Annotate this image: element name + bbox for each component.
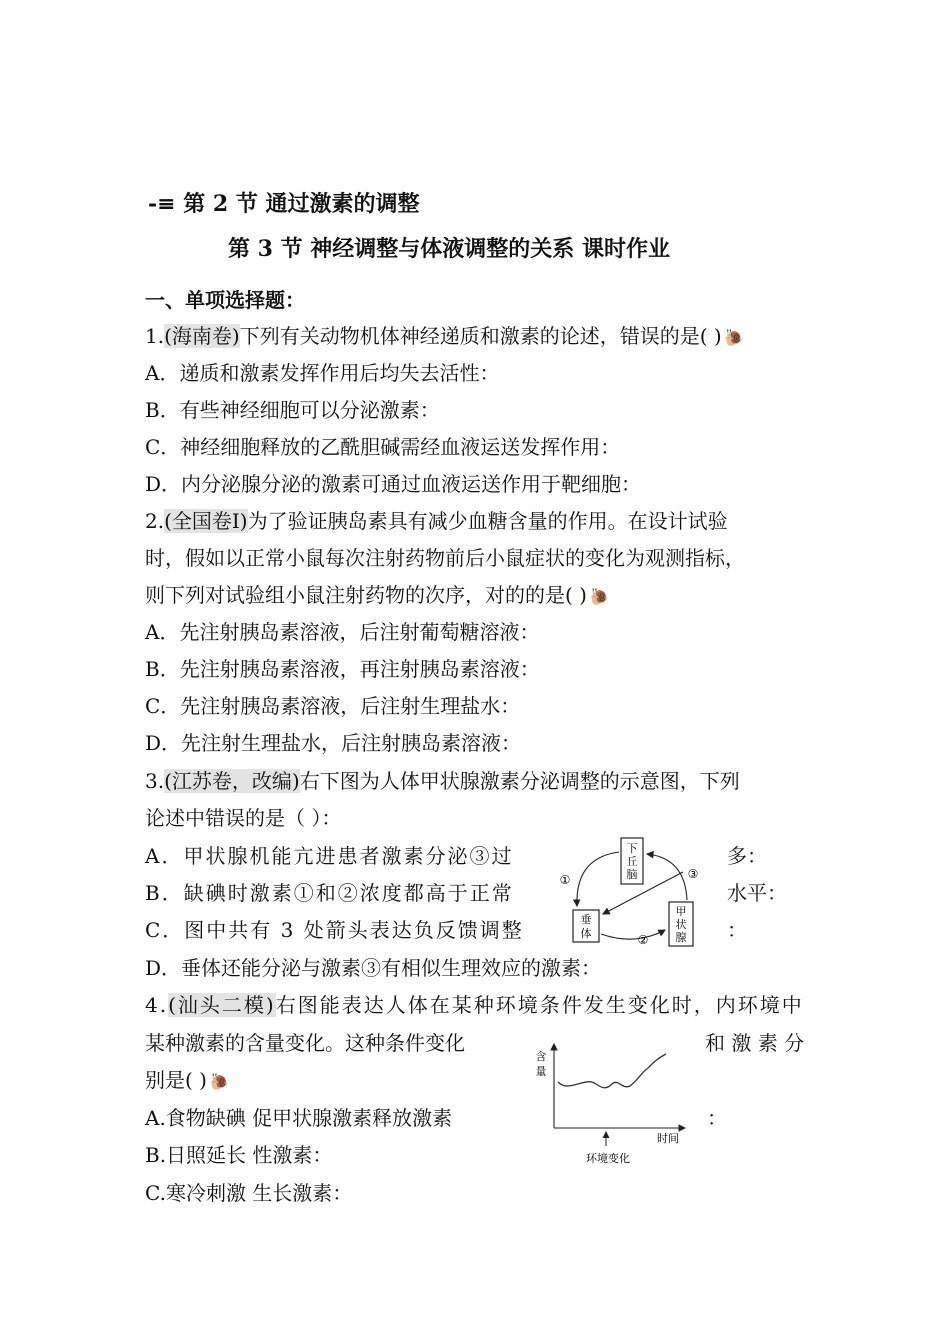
question-2-stem-line-3 bbox=[145, 577, 609, 615]
thyroid-regulation-diagram bbox=[555, 830, 730, 950]
question-2-stem-line-1 bbox=[145, 503, 728, 540]
hormone-label-2: ② bbox=[637, 933, 649, 947]
section-heading bbox=[148, 187, 420, 218]
stem-text: 下列有关动物机体神经递质和激素的论述，错误的是( ) bbox=[239, 324, 722, 348]
hypothalamus-label: 脑 bbox=[626, 868, 638, 881]
pituitary-label: 垂 bbox=[580, 913, 592, 926]
question-4-stem-line-3 bbox=[145, 1062, 229, 1100]
question-4-option-a-tail: ： bbox=[707, 1106, 727, 1130]
thyroid-label: 腺 bbox=[675, 931, 687, 944]
pituitary-label: 体 bbox=[580, 927, 592, 940]
heading-marker: -≡ bbox=[148, 191, 176, 217]
question-number: 1. bbox=[145, 324, 165, 348]
question-source: (汕头二模) bbox=[168, 993, 276, 1017]
question-2-option-d: D．先注射生理盐水，后注射胰岛素溶液： bbox=[145, 731, 522, 755]
question-3-option-c: C．图中共有 3 处箭头表达负反馈调整 bbox=[145, 918, 524, 942]
question-4-option-b: B.日照延长 性激素： bbox=[145, 1143, 333, 1167]
question-1-option-b: B．有些神经细胞可以分泌激素： bbox=[145, 398, 440, 422]
question-4-stem-line-2: 某种激素的含量变化。这种条件变化 bbox=[145, 1031, 465, 1055]
stem-text: 右图能表达人体在某种环境条件发生变化时，内环境中 bbox=[275, 993, 804, 1017]
question-1-stem bbox=[145, 318, 744, 356]
question-3-option-a: A．甲状腺机能亢进患者激素分泌③过 bbox=[145, 844, 514, 868]
page-title: 第 3 节 神经调整与体液调整的关系 课时作业 bbox=[228, 236, 670, 262]
question-1-option-a: A．递质和激素发挥作用后均失去活性： bbox=[145, 361, 500, 385]
y-axis-label: 量 bbox=[535, 1065, 547, 1078]
hormone-label-3: ③ bbox=[687, 867, 699, 881]
section-title: 一、单项选择题： bbox=[145, 288, 305, 312]
y-axis-label: 含 bbox=[535, 1050, 547, 1063]
question-3-option-b: B．缺碘时激素①和②浓度都高于正常 bbox=[145, 881, 514, 905]
thyroid-label: 状 bbox=[675, 918, 687, 931]
question-number: 3. bbox=[145, 769, 165, 793]
hypothalamus-label: 下 bbox=[626, 842, 638, 855]
question-1-option-d: D．内分泌腺分泌的激素可通过血液运送作用于靶细胞： bbox=[145, 472, 642, 496]
audio-icon: 🐌 bbox=[588, 587, 609, 606]
arrow-hypothalamus-to-pituitary bbox=[577, 852, 619, 906]
question-4-option-a: A.食物缺碘 促甲状腺激素释放激素 bbox=[145, 1106, 453, 1130]
question-2-option-c: C．先注射胰岛素溶液，后注射生理盐水： bbox=[145, 694, 521, 718]
question-2-option-b: B．先注射胰岛素溶液，再注射胰岛素溶液： bbox=[145, 657, 540, 681]
question-2-option-a: A．先注射胰岛素溶液，后注射葡萄糖溶液： bbox=[145, 620, 540, 644]
question-2-stem-line-2: 时，假如以正常小鼠每次注射药物前后小鼠症状的变化为观测指标， bbox=[145, 546, 745, 570]
question-4-option-c: C.寒冷刺激 生长激素： bbox=[145, 1181, 353, 1205]
hormone-label-1: ① bbox=[559, 873, 571, 887]
audio-icon: 🐌 bbox=[208, 1072, 229, 1091]
stem-text: 为了验证胰岛素具有减少血糖含量的作用。在设计试验 bbox=[247, 509, 728, 533]
thyroid-label: 甲 bbox=[675, 905, 687, 918]
heading-title: 第 2 节 通过激素的调整 bbox=[183, 191, 420, 217]
stem-text: 右下图为人体甲状腺激素分泌调整的示意图，下列 bbox=[299, 769, 740, 793]
hypothalamus-label: 丘 bbox=[626, 855, 638, 868]
x-axis-label: 时间 bbox=[657, 1132, 679, 1145]
question-3-option-c-tail: ： bbox=[727, 918, 747, 942]
stem-text: 别是( ) bbox=[145, 1068, 207, 1092]
question-source: (海南卷) bbox=[164, 324, 240, 348]
question-3-option-a-tail: 多： bbox=[727, 844, 767, 868]
annotation-label: 环境变化 bbox=[586, 1152, 630, 1165]
question-3-option-d: D．垂体还能分泌与激素③有相似生理效应的激素： bbox=[145, 956, 602, 980]
question-3-option-b-tail: 水平： bbox=[727, 881, 787, 905]
question-4-stem-line-2-tail: 和 激 素 分 bbox=[705, 1031, 805, 1055]
hormone-level-graph bbox=[530, 1040, 690, 1170]
question-3-stem-line-1 bbox=[145, 763, 740, 800]
arrow-pituitary-to-thyroid bbox=[601, 930, 665, 939]
question-number: 2. bbox=[145, 509, 165, 533]
hormone-curve bbox=[558, 1054, 666, 1088]
question-1-option-c: C．神经细胞释放的乙酰胆碱需经血液运送发挥作用： bbox=[145, 435, 621, 459]
arrow-thyroid-to-hypothalamus bbox=[647, 854, 687, 900]
question-number: 4. bbox=[145, 993, 169, 1017]
question-4-stem-line-1 bbox=[145, 987, 804, 1024]
stem-text: 则下列对试验组小鼠注射药物的次序，对的的是( ) bbox=[145, 583, 587, 607]
audio-icon: 🐌 bbox=[723, 328, 744, 347]
question-source: (全国卷Ⅰ) bbox=[164, 509, 248, 533]
question-3-stem-line-2: 论述中错误的是（ ）： bbox=[145, 806, 342, 830]
question-source: (江苏卷，改编) bbox=[164, 769, 300, 793]
